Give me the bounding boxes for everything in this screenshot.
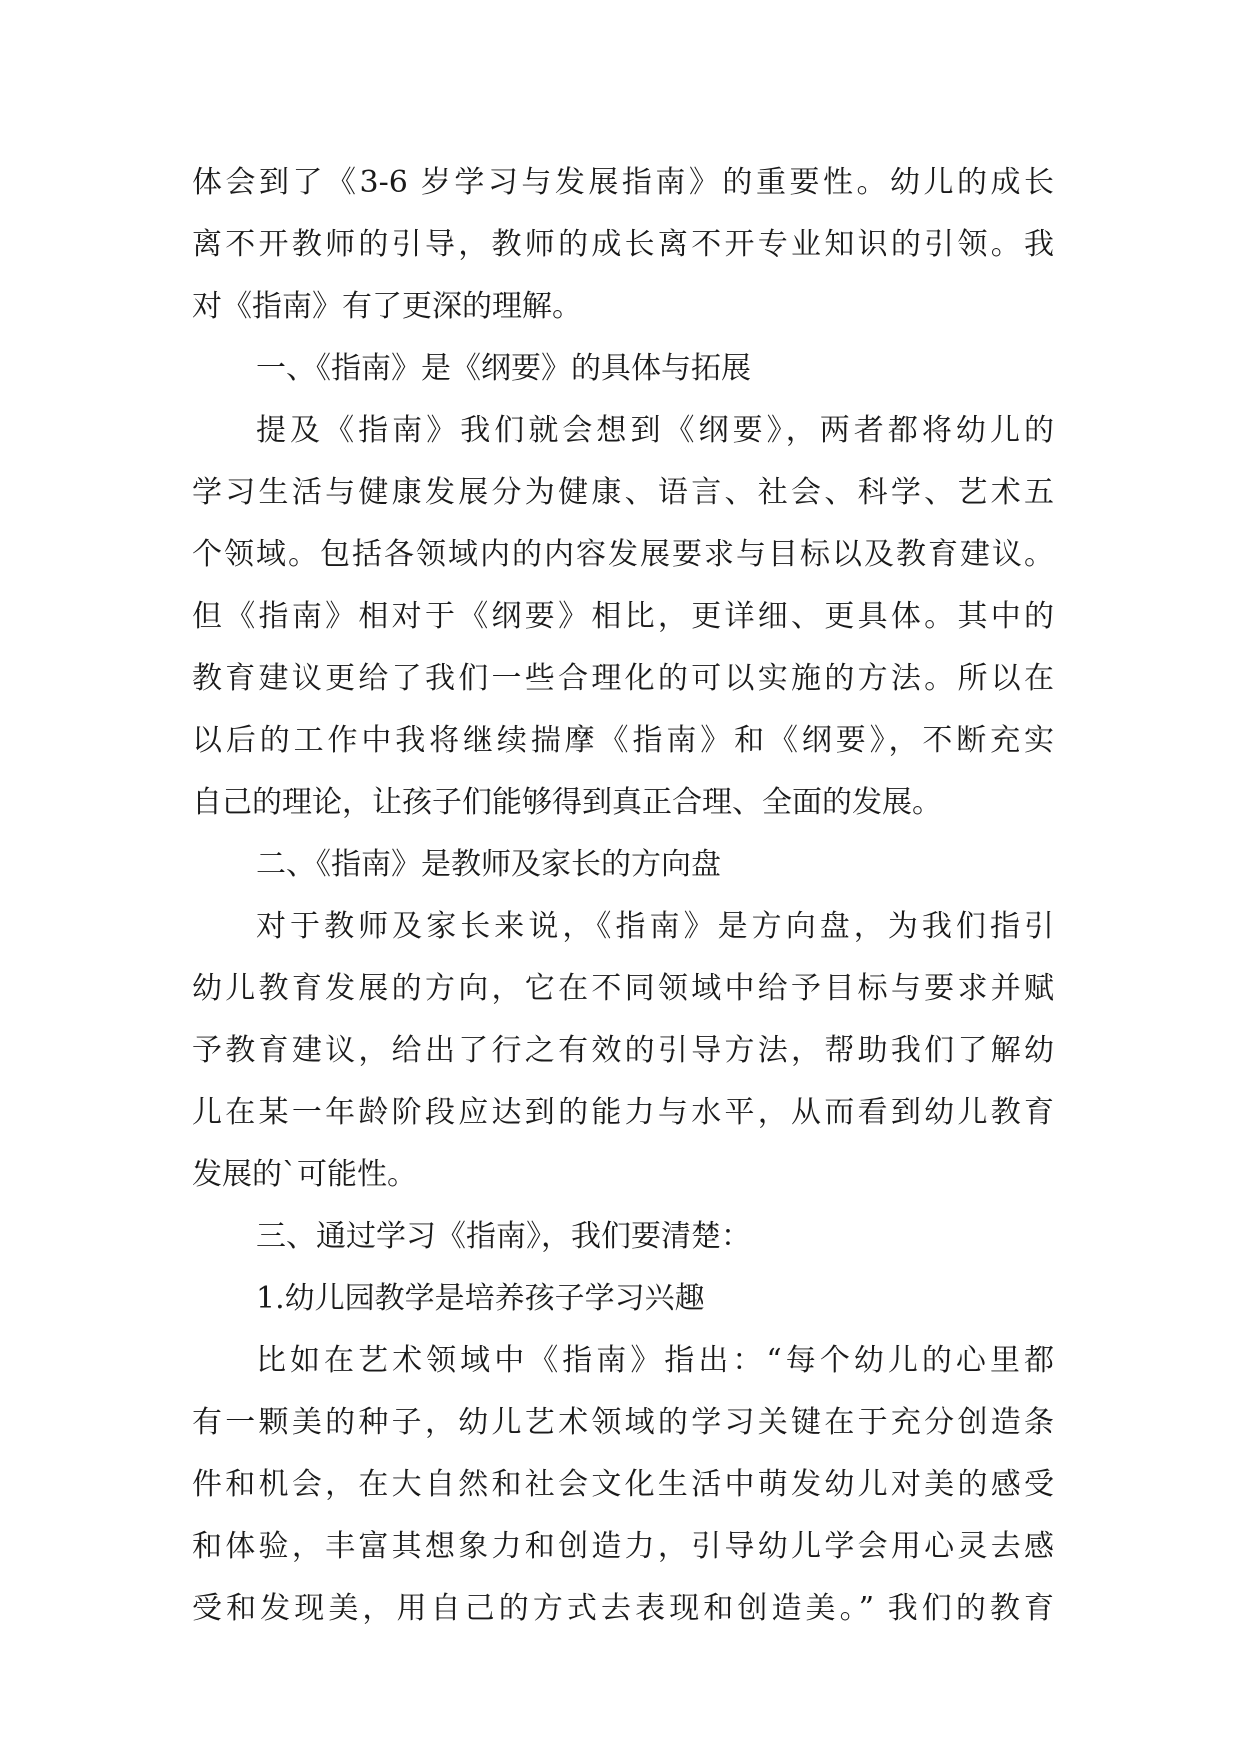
text-line: 予教育建议，给出了行之有效的引导方法，帮助我们了解幼 [192, 1033, 1054, 1068]
subsection-heading-1: 1.幼儿园教学是培养孩子学习兴趣 [256, 1281, 705, 1316]
text-line: 教育建议更给了我们一些合理化的可以实施的方法。所以在 [192, 661, 1054, 696]
text-line: 提及《指南》我们就会想到《纲要》，两者都将幼儿的 [256, 413, 1054, 448]
text-line: 有一颗美的种子，幼儿艺术领域的学习关键在于充分创造条 [192, 1405, 1054, 1440]
section-heading-3: 三、通过学习《指南》，我们要清楚： [256, 1219, 751, 1254]
text-line: 以后的工作中我将继续揣摩《指南》和《纲要》，不断充实 [192, 723, 1054, 758]
text-line: 和体验，丰富其想象力和创造力，引导幼儿学会用心灵去感 [192, 1529, 1054, 1564]
text-line: 发展的`可能性。 [192, 1157, 417, 1192]
text-line: 但《指南》相对于《纲要》相比，更详细、更具体。其中的 [192, 599, 1054, 634]
text-line: 自己的理论，让孩子们能够得到真正合理、全面的发展。 [192, 785, 942, 820]
text-line: 对于教师及家长来说，《指南》是方向盘，为我们指引 [256, 909, 1054, 944]
section-heading-2: 二、《指南》是教师及家长的方向盘 [256, 847, 721, 882]
text-line: 儿在某一年龄阶段应达到的能力与水平，从而看到幼儿教育 [192, 1095, 1054, 1130]
document-body [192, 152, 1054, 1640]
section-heading-1: 一、《指南》是《纲要》的具体与拓展 [256, 351, 751, 386]
text-line: 离不开教师的引导，教师的成长离不开专业知识的引领。我 [192, 227, 1054, 262]
text-line: 受和发现美，用自己的方式去表现和创造美。” 我们的教育 [192, 1591, 1054, 1626]
text-line: 体会到了《3-6 岁学习与发展指南》的重要性。幼儿的成长 [192, 165, 1054, 200]
text-line: 学习生活与健康发展分为健康、语言、社会、科学、艺术五 [192, 475, 1054, 510]
text-line: 件和机会，在大自然和社会文化生活中萌发幼儿对美的感受 [192, 1467, 1054, 1502]
text-line: 个领域。包括各领域内的内容发展要求与目标以及教育建议。 [192, 537, 1054, 572]
text-line: 对《指南》有了更深的理解。 [192, 289, 582, 324]
text-line: 幼儿教育发展的方向，它在不同领域中给予目标与要求并赋 [192, 971, 1054, 1006]
text-line: 比如在艺术领域中《指南》指出：“每个幼儿的心里都 [256, 1343, 1054, 1378]
